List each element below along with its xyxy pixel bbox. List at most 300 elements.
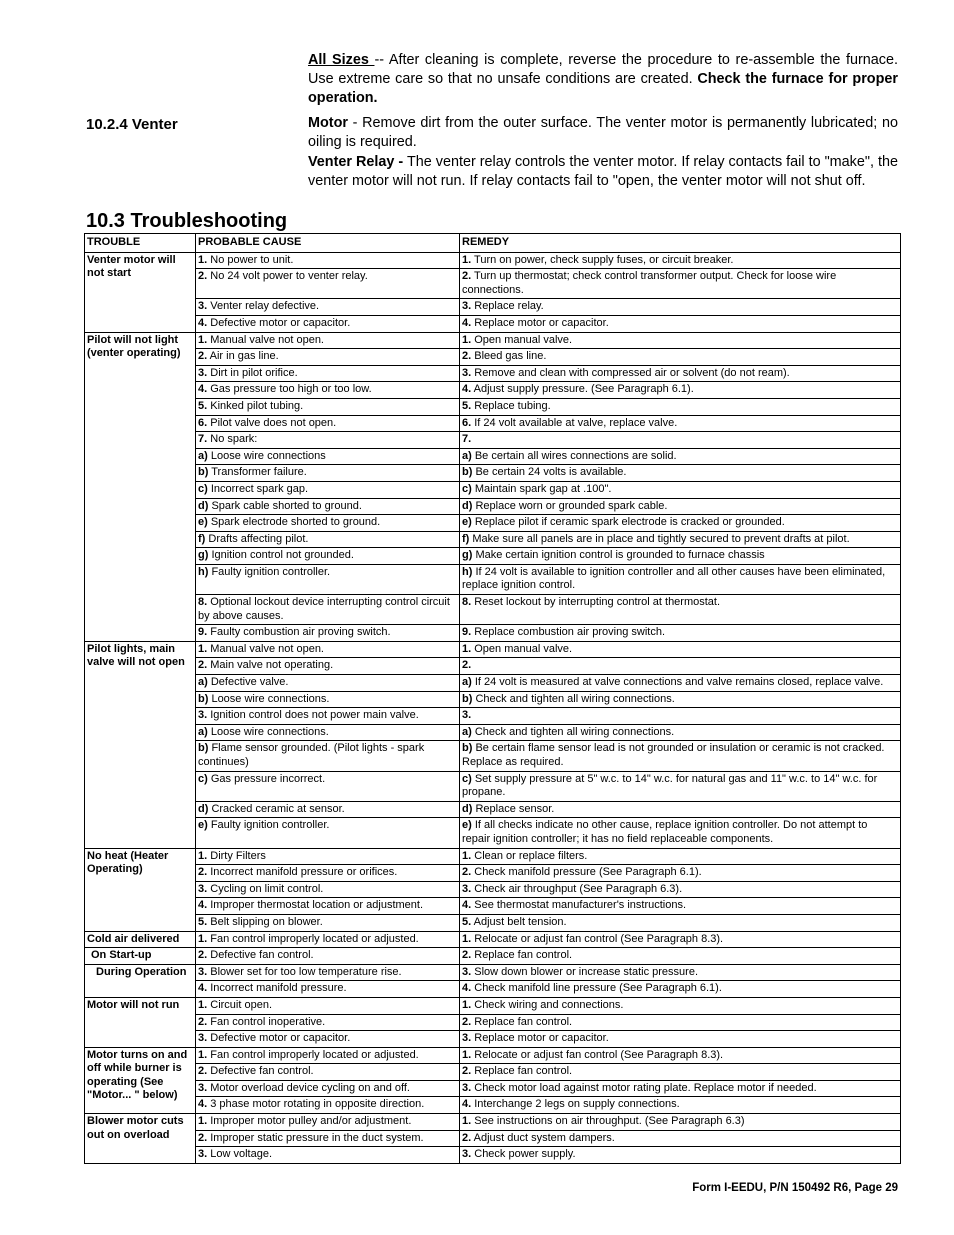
item-number: 1. (198, 932, 208, 945)
table-row (85, 1047, 901, 1064)
item-number: 5. (462, 915, 472, 928)
item-number: d) (462, 499, 473, 512)
item-number: f) (462, 532, 470, 545)
table-cell (460, 531, 901, 548)
table-row (85, 625, 901, 642)
cell-text: Venter relay defective. (207, 300, 320, 313)
table-cell (196, 1097, 460, 1114)
cell-text: Replace relay. (471, 300, 544, 313)
cell-text: Ignition control not grounded. (208, 549, 354, 562)
table-row (85, 515, 901, 532)
item-number: 5. (198, 399, 208, 412)
table-cell (196, 1080, 460, 1097)
item-number: 2. (198, 1131, 208, 1144)
cell-text: Be certain 24 volts is available. (472, 466, 627, 479)
cell-text: Clean or replace filters. (471, 849, 588, 862)
item-number: 2. (462, 866, 472, 879)
item-number: 4. (198, 1098, 208, 1111)
table-cell (196, 641, 460, 658)
table-cell (460, 498, 901, 515)
cell-text: Faulty ignition controller. (207, 819, 330, 832)
item-number: b) (462, 466, 473, 479)
table-row (85, 801, 901, 818)
venter-section (308, 114, 898, 192)
item-number: 7. (462, 433, 472, 446)
cell-text: Defective fan control. (207, 1065, 314, 1078)
table-cell (196, 269, 460, 299)
cell-text: Make certain ignition control is grounded to furnace chassis (472, 549, 765, 562)
cell-text: Replace fan control. (471, 1015, 573, 1028)
table-cell (460, 771, 901, 801)
table-cell (196, 498, 460, 515)
item-number: b) (198, 742, 209, 755)
table-cell (196, 564, 460, 594)
table-cell (196, 481, 460, 498)
cell-text: Fan control improperly located or adjusted. (207, 932, 419, 945)
table-row (85, 881, 901, 898)
trouble-cell: Motor will not run (85, 997, 196, 1047)
item-number: c) (198, 772, 208, 785)
table-cell (196, 931, 460, 948)
table-row (85, 1130, 901, 1147)
table-cell (460, 481, 901, 498)
table-cell (460, 415, 901, 432)
cell-text: If 24 volt available at valve, replace valve. (471, 416, 678, 429)
table-cell (196, 1031, 460, 1048)
item-number: 4. (462, 1098, 472, 1111)
table-row (85, 332, 901, 349)
cell-text: Incorrect spark gap. (207, 482, 309, 495)
table-row (85, 675, 901, 692)
table-row (85, 997, 901, 1014)
item-number: 3. (198, 965, 208, 978)
table-cell (460, 641, 901, 658)
table-cell (196, 448, 460, 465)
item-number: 2. (462, 270, 472, 283)
item-number: 5. (462, 399, 472, 412)
trouble-cell: Blower motor cuts out on overload (85, 1114, 196, 1164)
table-row (85, 708, 901, 725)
item-number: 3. (462, 1081, 472, 1094)
table-cell (460, 625, 901, 642)
cell-text: Cycling on limit control. (207, 882, 324, 895)
cell-text: See thermostat manufacturer's instructions. (471, 899, 687, 912)
table-cell (196, 515, 460, 532)
cell-text: Optional lockout device interrupting control circuit by above causes. (198, 596, 450, 622)
table-cell (196, 801, 460, 818)
table-cell (460, 1031, 901, 1048)
cell-text: Replace sensor. (472, 802, 555, 815)
table-row (85, 898, 901, 915)
item-number: c) (198, 482, 208, 495)
cell-text: Be certain all wires connections are solid. (471, 449, 677, 462)
cell-text: Loose wire connections. (207, 725, 329, 738)
cell-text: Dirt in pilot orifice. (207, 366, 298, 379)
trouble-cell: Pilot will not light (venter operating) (85, 332, 196, 641)
table-cell (196, 548, 460, 565)
item-number: b) (462, 742, 473, 755)
header-cause: PROBABLE CAUSE (196, 234, 460, 253)
item-number: 2. (462, 350, 472, 363)
cell-text: If all checks indicate no other cause, replace ignition controller. Do not attempt to repair ignition controller; it has no field replaceable components. (462, 819, 868, 845)
item-number: g) (462, 549, 473, 562)
table-row (85, 818, 901, 848)
item-number: b) (198, 692, 209, 705)
item-number: 2. (198, 1065, 208, 1078)
table-row (85, 1031, 901, 1048)
item-number: 3. (198, 1148, 208, 1161)
table-cell (460, 964, 901, 981)
cell-text: Defective motor or capacitor. (207, 316, 351, 329)
header-trouble: TROUBLE (85, 234, 196, 253)
table-cell (460, 898, 901, 915)
item-number: 1. (462, 849, 472, 862)
table-cell (196, 252, 460, 269)
item-number: c) (462, 772, 472, 785)
cell-text: Remove and clean with compressed air or solvent (do not ream). (471, 366, 790, 379)
cell-text: Make sure all panels are in place and tightly secured to prevent drafts at pilot. (469, 532, 850, 545)
table-cell (460, 691, 901, 708)
cell-text: Set supply pressure at 5" w.c. to 14" w.c. for natural gas and 11" w.c. to 14" w.c. for propane. (462, 772, 878, 799)
item-number: 5. (198, 915, 208, 928)
trouble-label: On Start-up (91, 949, 152, 962)
cell-text: Replace fan control. (471, 949, 573, 962)
item-number: 3. (198, 366, 208, 379)
item-number: 8. (198, 596, 208, 609)
cell-text: If 24 volt is measured at valve connections and valve remains closed, replace valve. (471, 676, 884, 689)
page-footer: Form I-EEDU, P/N 150492 R6, Page 29 (692, 1182, 898, 1194)
item-number: 1. (198, 1048, 208, 1061)
cell-text: Drafts affecting pilot. (205, 532, 309, 545)
table-row (85, 1014, 901, 1031)
item-number: 3. (462, 1032, 472, 1045)
cell-text: Spark electrode shorted to ground. (207, 516, 381, 529)
table-cell (196, 691, 460, 708)
item-number: e) (462, 819, 472, 832)
item-number: 3. (462, 965, 472, 978)
table-cell (460, 1064, 901, 1081)
table-cell (460, 349, 901, 366)
motor-label: Motor (308, 115, 348, 131)
trouble-cell: No heat (Heater Operating) (85, 848, 196, 931)
trouble-cell (85, 948, 196, 965)
table-cell (460, 818, 901, 848)
table-cell (196, 1014, 460, 1031)
table-cell (460, 914, 901, 931)
item-number: 2. (198, 270, 208, 283)
table-row (85, 724, 901, 741)
item-number: 2. (462, 1131, 472, 1144)
intro-text: -- After cleaning is complete, reverse the procedure to re-assemble the furnace. Use extreme care so that no unsafe conditions are created. (308, 52, 898, 87)
cell-text: Defective valve. (207, 676, 289, 689)
cell-text: Maintain spark gap at .100". (471, 482, 612, 495)
trouble-cell: Pilot lights, main valve will not open (85, 641, 196, 848)
item-number: d) (462, 802, 473, 815)
venter-heading: 10.2.4 Venter (86, 116, 178, 133)
table-row (85, 349, 901, 366)
table-cell (460, 658, 901, 675)
table-cell (196, 865, 460, 882)
table-cell (460, 865, 901, 882)
item-number: 3. (462, 366, 472, 379)
item-number: 1. (462, 932, 472, 945)
cell-text: Replace combustion air proving switch. (471, 626, 665, 639)
table-cell (460, 1097, 901, 1114)
cell-text: Faulty combustion air proving switch. (207, 626, 391, 639)
cell-text: Check and tighten all wiring connections. (471, 725, 675, 738)
table-cell (460, 981, 901, 998)
table-cell (196, 898, 460, 915)
item-number: 3. (198, 882, 208, 895)
item-number: a) (462, 449, 472, 462)
item-number: 2. (198, 949, 208, 962)
table-cell (460, 1130, 901, 1147)
relay-label: Venter Relay - (308, 154, 404, 170)
cell-text: Cracked ceramic at sensor. (208, 802, 345, 815)
table-row (85, 741, 901, 771)
cell-text: Faulty ignition controller. (208, 565, 331, 578)
table-cell (196, 1130, 460, 1147)
cell-text: No power to unit. (207, 253, 294, 266)
table-cell (196, 315, 460, 332)
item-number: g) (198, 549, 209, 562)
cell-text: Check manifold pressure (See Paragraph 6.1). (471, 866, 702, 879)
item-number: 2. (198, 350, 208, 363)
table-cell (196, 997, 460, 1014)
cell-text: See instructions on air throughput. (See Paragraph 6.3) (471, 1115, 745, 1128)
cell-text: Low voltage. (207, 1148, 273, 1161)
item-number: 1. (198, 998, 208, 1011)
table-row (85, 981, 901, 998)
cell-text: Ignition control does not power main valve. (207, 709, 419, 722)
table-cell (460, 724, 901, 741)
item-number: a) (198, 676, 208, 689)
item-number: 3. (462, 709, 472, 722)
table-cell (196, 398, 460, 415)
table-cell (460, 881, 901, 898)
table-row (85, 771, 901, 801)
trouble-cell: Motor turns on and off while burner is operating (See "Motor... " below) (85, 1047, 196, 1113)
cell-text: Relocate or adjust fan control (See Paragraph 8.3). (471, 932, 724, 945)
table-cell (460, 332, 901, 349)
table-row (85, 691, 901, 708)
item-number: 2. (462, 949, 472, 962)
table-cell (460, 448, 901, 465)
table-cell (196, 531, 460, 548)
item-number: 2. (198, 659, 208, 672)
table-cell (460, 708, 901, 725)
table-cell (460, 269, 901, 299)
table-cell (460, 365, 901, 382)
item-number: e) (462, 516, 472, 529)
cell-text: Improper static pressure in the duct system. (207, 1131, 424, 1144)
item-number: 1. (198, 642, 208, 655)
cell-text: Reset lockout by interrupting control at thermostat. (471, 596, 721, 609)
cell-text: Main valve not operating. (207, 659, 334, 672)
cell-text: Loose wire connections (207, 449, 326, 462)
table-row (85, 931, 901, 948)
table-cell (460, 432, 901, 449)
table-cell (196, 365, 460, 382)
item-number: 2. (462, 659, 472, 672)
table-cell (460, 1114, 901, 1131)
cell-text: Check motor load against motor rating plate. Replace motor if needed. (471, 1081, 817, 1094)
cell-text: Replace fan control. (471, 1065, 573, 1078)
section-title: 10.3 Troubleshooting (86, 210, 288, 232)
table-row (85, 498, 901, 515)
table-row (85, 948, 901, 965)
trouble-label: Cold air delivered (87, 932, 180, 945)
table-cell (196, 818, 460, 848)
relay-text: The venter relay controls the venter motor. If relay contacts fail to "make", the venter motor will not run. If relay contacts fail to "open, the venter motor will not shut off. (308, 154, 898, 189)
item-number: 8. (462, 596, 472, 609)
cell-text: Adjust supply pressure. (See Paragraph 6.1). (471, 383, 694, 396)
table-cell (460, 675, 901, 692)
item-number: d) (198, 499, 209, 512)
item-number: 3. (462, 300, 472, 313)
cell-text: Gas pressure incorrect. (207, 772, 326, 785)
cell-text: Belt slipping on blower. (207, 915, 323, 928)
item-number: 2. (462, 1015, 472, 1028)
cell-text: Be certain flame sensor lead is not grounded or insulation or ceramic is not cracked. Replace as required. (462, 742, 885, 768)
table-cell (460, 997, 901, 1014)
table-cell (196, 332, 460, 349)
table-cell (196, 299, 460, 316)
table-row (85, 595, 901, 625)
table-cell (196, 1147, 460, 1164)
cell-text: Bleed gas line. (471, 350, 547, 363)
cell-text: Replace motor or capacitor. (471, 316, 609, 329)
table-cell (460, 315, 901, 332)
table-cell (460, 398, 901, 415)
item-number: 3. (198, 300, 208, 313)
trouble-cell: Venter motor will not start (85, 252, 196, 332)
table-cell (196, 948, 460, 965)
table-cell (460, 595, 901, 625)
table-row (85, 269, 901, 299)
table-cell (460, 299, 901, 316)
cell-text: Blower set for too low temperature rise. (207, 965, 402, 978)
table-row (85, 299, 901, 316)
item-number: 1. (198, 1115, 208, 1128)
trouble-cell (85, 964, 196, 997)
item-number: a) (462, 725, 472, 738)
cell-text: Adjust belt tension. (471, 915, 567, 928)
table-cell (196, 675, 460, 692)
cell-text: Open manual valve. (471, 642, 573, 655)
item-number: 1. (198, 253, 208, 266)
item-number: 4. (462, 383, 472, 396)
cell-text: Manual valve not open. (207, 333, 324, 346)
table-row (85, 382, 901, 399)
item-number: 9. (198, 626, 208, 639)
item-number: 3. (198, 709, 208, 722)
item-number: 1. (462, 998, 472, 1011)
table-cell (460, 1147, 901, 1164)
cell-text: Pilot valve does not open. (207, 416, 337, 429)
table-cell (196, 1064, 460, 1081)
cell-text: Check power supply. (471, 1148, 576, 1161)
cell-text: Check manifold line pressure (See Paragraph 6.1). (471, 982, 722, 995)
item-number: 1. (198, 333, 208, 346)
table-row (85, 365, 901, 382)
table-cell (196, 595, 460, 625)
cell-text: Check wiring and connections. (471, 998, 624, 1011)
cell-text: Circuit open. (207, 998, 272, 1011)
item-number: a) (198, 449, 208, 462)
cell-text: Defective fan control. (207, 949, 314, 962)
table-row (85, 398, 901, 415)
trouble-cell (85, 931, 196, 948)
cell-text: Incorrect manifold pressure or orifices. (207, 866, 398, 879)
table-cell (460, 1080, 901, 1097)
table-header-row (85, 234, 901, 253)
table-row (85, 848, 901, 865)
cell-text: Incorrect manifold pressure. (207, 982, 347, 995)
item-number: 3. (462, 1148, 472, 1161)
item-number: 2. (198, 866, 208, 879)
table-row (85, 1080, 901, 1097)
table-cell (460, 252, 901, 269)
item-number: 7. (198, 433, 208, 446)
table-row (85, 641, 901, 658)
cell-text: Flame sensor grounded. (Pilot lights - spark continues) (198, 742, 425, 768)
item-number: 1. (198, 849, 208, 862)
item-number: f) (198, 532, 206, 545)
table-row (85, 865, 901, 882)
header-remedy: REMEDY (460, 234, 901, 253)
table-row (85, 1097, 901, 1114)
cell-text: Air in gas line. (207, 350, 279, 363)
cell-text: Motor overload device cycling on and off. (207, 1081, 410, 1094)
item-number: 1. (462, 1048, 472, 1061)
cell-text: Check and tighten all wiring connections. (472, 692, 675, 705)
table-cell (460, 848, 901, 865)
table-cell (196, 382, 460, 399)
item-number: 4. (198, 899, 208, 912)
table-cell (196, 848, 460, 865)
table-row (85, 1064, 901, 1081)
intro-paragraph (308, 51, 898, 108)
item-number: 2. (198, 1015, 208, 1028)
table-cell (460, 948, 901, 965)
item-number: 6. (462, 416, 472, 429)
item-number: 3. (198, 1032, 208, 1045)
item-number: e) (198, 819, 208, 832)
table-row (85, 448, 901, 465)
item-number: b) (198, 466, 209, 479)
item-number: 1. (462, 333, 472, 346)
item-number: 4. (462, 982, 472, 995)
table-cell (460, 465, 901, 482)
cell-text: Dirty Filters (207, 849, 266, 862)
table-row (85, 531, 901, 548)
table-row (85, 1147, 901, 1164)
table-cell (196, 964, 460, 981)
table-cell (196, 465, 460, 482)
cell-text: 3 phase motor rotating in opposite direction. (207, 1098, 425, 1111)
table-cell (460, 1047, 901, 1064)
table-cell (196, 741, 460, 771)
table-cell (196, 1047, 460, 1064)
table-cell (196, 914, 460, 931)
cell-text: Fan control inoperative. (207, 1015, 326, 1028)
cell-text: No spark: (207, 433, 258, 446)
table-cell (196, 658, 460, 675)
item-number: 1. (462, 642, 472, 655)
cell-text: Relocate or adjust fan control (See Paragraph 8.3). (471, 1048, 724, 1061)
table-row (85, 564, 901, 594)
